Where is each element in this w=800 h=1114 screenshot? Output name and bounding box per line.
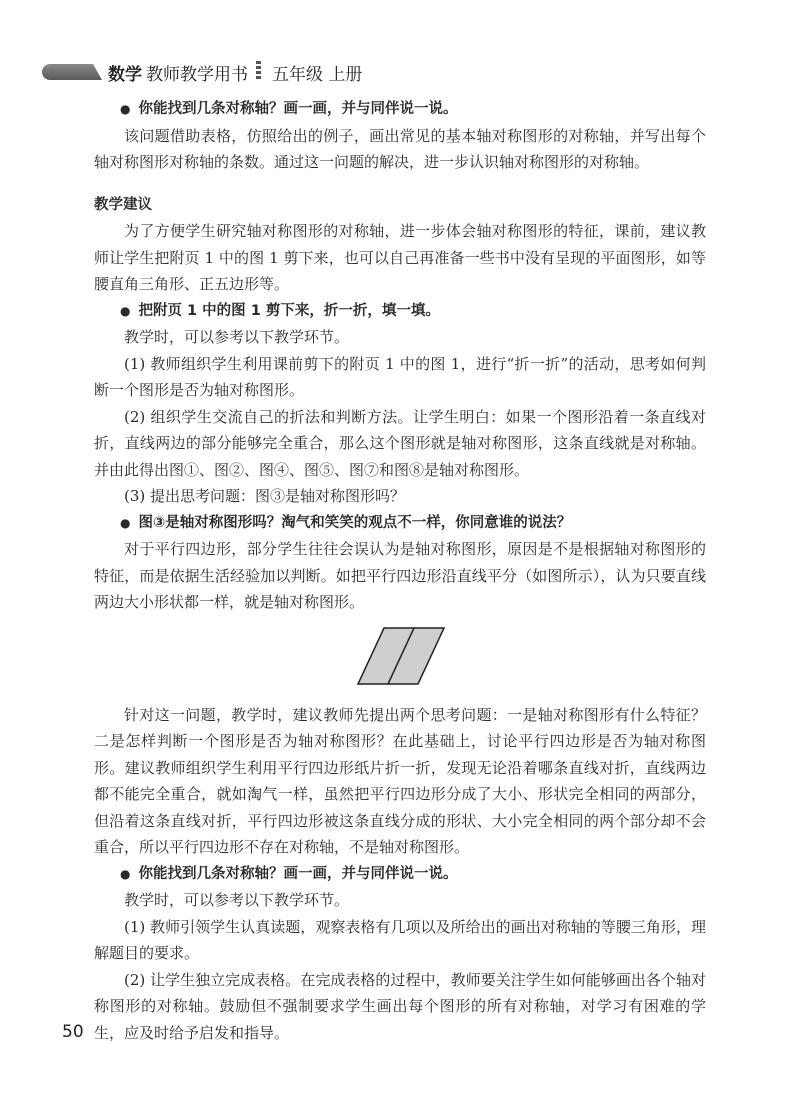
bullet-question-2: ● 把附页 1 中的图 1 剪下来，折一折，填一填。 bbox=[94, 298, 706, 325]
paragraph-1: 该问题借助表格，仿照给出的例子，画出常见的基本轴对称图形的对称轴，并写出每个轴对称图形对称轴的条数。通过这一问题的解决，进一步认识轴对称图形的对称轴。 bbox=[94, 126, 706, 171]
paragraph-3: 教学时，可以参考以下教学环节。 bbox=[124, 328, 350, 346]
paragraph-11: (2) 让学生独立完成表格。在完成表格的过程中，教师要关注学生如何能够画出各个轴对称图形的对称轴。鼓励但不强制要求学生画出每个图形的所有对称轴，对学习有困难的学生，应及时给予启发和指导。 bbox=[94, 970, 706, 1042]
parallelogram-diagram bbox=[356, 626, 446, 686]
bullet-question-3: ● 图③是轴对称图形吗？淘气和笑笑的观点不一样，你同意谁的说法？ bbox=[94, 510, 706, 537]
bullet-question-4: ● 你能找到几条对称轴？画一画，并与同伴说一说。 bbox=[94, 861, 706, 888]
paragraph-2: 为了方便学生研究轴对称图形的对称轴，进一步体会轴对称图形的特征，课前，建议教师让学生把附页 1 中的图 1 剪下来，也可以自己再准备一些书中没有呈现的平面图形，如等腰直角三角形、正五边形等。 bbox=[94, 222, 706, 293]
header-grade: 五年级 上册 bbox=[272, 65, 363, 85]
header-book: 教师教学用书 bbox=[146, 65, 248, 85]
header-subject: 数学 bbox=[108, 65, 142, 85]
section-heading: 教学建议 bbox=[94, 196, 152, 213]
paragraph-4: (1) 教师组织学生利用课前剪下的附页 1 中的图 1，进行“折一折”的活动，思考如何判断一个图形是否为轴对称图形。 bbox=[94, 354, 706, 399]
bullet-question-1: ● 你能找到几条对称轴？画一画，并与同伴说一说。 bbox=[94, 96, 706, 123]
header-title bbox=[108, 60, 248, 85]
paragraph-6: (3) 提出思考问题：图③是轴对称图形吗？ bbox=[124, 487, 406, 505]
parallelogram-figure bbox=[94, 622, 706, 698]
paragraph-10: (1) 教师引领学生认真读题，观察表格有几项以及所给出的画出对称轴的等腰三角形，理解题目的要求。 bbox=[94, 917, 706, 962]
header-tab-decoration bbox=[42, 64, 102, 80]
header-separator bbox=[256, 61, 261, 81]
paragraph-5: (2) 组织学生交流自己的折法和判断方法。让学生明白：如果一个图形沿着一条直线对折，直线两边的部分能够完全重合，那么这个图形就是轴对称图形，这条直线就是对称轴。并由此得出图①、图②、图④、图⑤、图⑦和图⑧是轴对称图形。 bbox=[94, 407, 706, 479]
paragraph-7: 对于平行四边形，部分学生往往会误认为是轴对称图形，原因是不是根据轴对称图形的特征，而是依据生活经验加以判断。如把平行四边形沿直线平分（如图所示），认为只要直线两边大小形状都一样，就是轴对称图形。 bbox=[94, 540, 706, 611]
paragraph-9: 教学时，可以参考以下教学环节。 bbox=[124, 891, 350, 909]
paragraph-8: 针对这一问题，教学时，建议教师先提出两个思考问题：一是轴对称图形有什么特征？二是怎样判断一个图形是否为轴对称图形？在此基础上，讨论平行四边形是否为轴对称图形。建议教师组织学生利用平行四边形纸片折一折，发现无论沿着哪条直线对折，直线两边都不能完全重合，就如淘气一样，虽然把平行四边形分成了大小、形状完全相同的两部分，但沿着这条直线对折，平行四边形被这条直线分成的形状、大小完全相同的两个部分却不会重合，所以平行四边形不存在对称轴，不是轴对称图形。 bbox=[94, 705, 706, 856]
page-number: 50 bbox=[62, 1022, 84, 1042]
page-content bbox=[94, 96, 706, 1046]
